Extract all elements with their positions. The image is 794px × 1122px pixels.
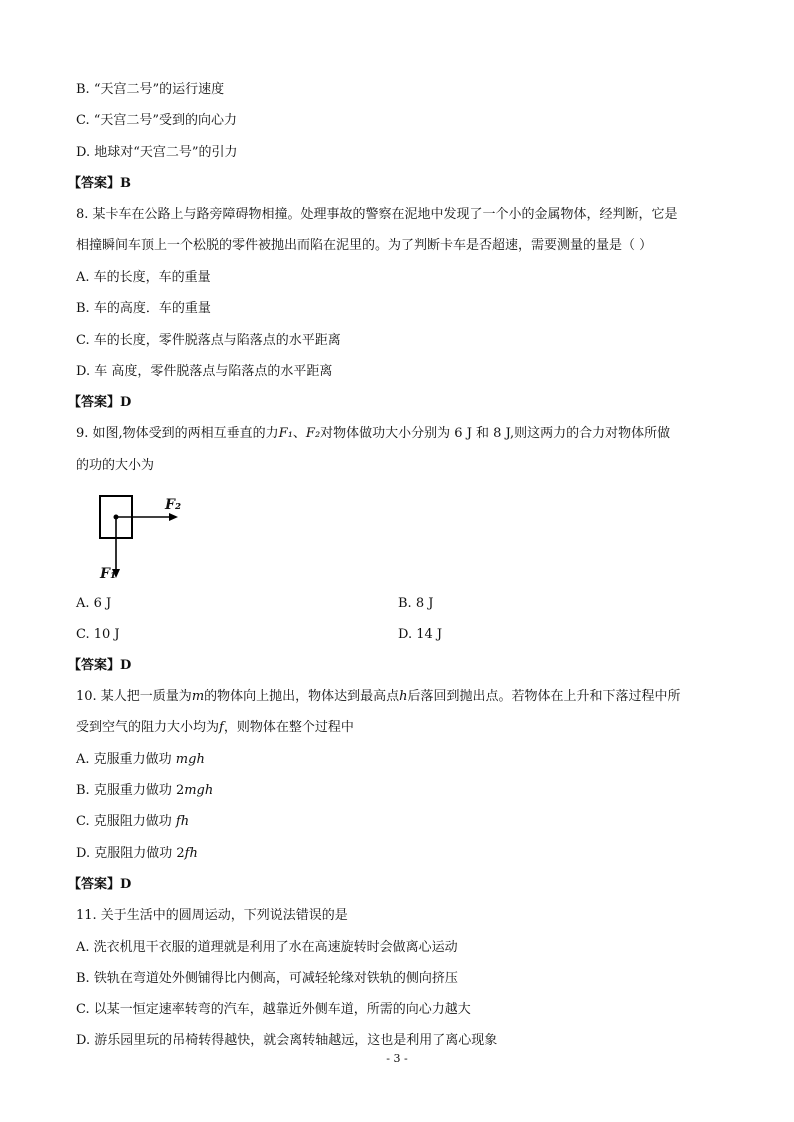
q9-stem-line1 — [76, 425, 670, 443]
answer-label: 【答案】 — [68, 176, 121, 191]
page-number: - 3 - — [386, 1052, 408, 1065]
q9-stem-part: 9. 如图,物体受到的两相互垂直的力 — [76, 426, 279, 441]
q8-option-a: A. 车的长度，车的重量 — [76, 270, 211, 285]
option-formula: mgh — [184, 783, 214, 798]
q10-answer — [68, 876, 131, 894]
option-text: A. 克服重力做功 — [76, 752, 176, 767]
q11-option-c: C. 以某一恒定速率转弯的汽车，越靠近外侧车道，所需的向心力越大 — [76, 1002, 471, 1017]
q10-stem-part: 后落回到抛出点。若物体在上升和下落过程中所 — [407, 689, 681, 704]
answer-value: B — [120, 176, 132, 191]
q8-option-d: D. 车 高度，零件脱落点与陷落点的水平距离 — [76, 364, 333, 379]
q8-option-c: C. 车的长度，零件脱落点与陷落点的水平距离 — [76, 333, 341, 348]
q10-stem-part: 的物体向上抛出，物体达到最高点 — [204, 689, 400, 704]
q9-option-c: C. 10 J — [76, 627, 120, 642]
q10-h-symbol: h — [399, 689, 408, 704]
option-text: D. 克服阻力做功 2 — [76, 846, 185, 861]
answer-label: 【答案】 — [68, 395, 121, 410]
fig-label-f2: F₂ — [165, 497, 182, 513]
option-text: B. 克服重力做功 2 — [76, 783, 185, 798]
q8-option-b: B. 车的高度．车的重量 — [76, 301, 211, 316]
q10-stem-line2 — [76, 719, 354, 737]
option-formula: mgh — [175, 752, 205, 767]
option-formula: fh — [184, 846, 198, 861]
q10-option-a — [76, 751, 205, 769]
q7-option-d: D. 地球对“天宫二号”的引力 — [76, 145, 238, 160]
q8-stem-line1: 8. 某卡车在公路上与路旁障碍物相撞。处理事故的警察在泥地中发现了一个小的金属物体，经判断，它是 — [76, 207, 678, 222]
q9-option-d: D. 14 J — [398, 627, 443, 642]
q7-option-c: C. “天宫二号”受到的向心力 — [76, 113, 238, 128]
q10-option-b — [76, 782, 213, 800]
q10-stem-part: ，则物体在整个过程中 — [223, 720, 354, 735]
answer-value: D — [120, 877, 132, 892]
option-text: C. 克服阻力做功 — [76, 814, 176, 829]
q9-stem-part: 对物体做功大小分别为 6 J 和 8 J,则这两力的合力对物体所做 — [320, 426, 671, 441]
q7-answer — [68, 175, 131, 193]
q8-stem-line2: 相撞瞬间车顶上一个松脱的零件被抛出而陷在泥里的。为了判断卡车是否超速，需要测量的量是（ ） — [76, 238, 653, 253]
answer-value: D — [120, 658, 132, 673]
q10-stem-line1 — [76, 688, 681, 706]
q11-option-a: A. 洗衣机甩干衣服的道理就是利用了水在高速旋转时会做离心运动 — [76, 940, 458, 955]
q10-stem-part: 10. 某人把一质量为 — [76, 689, 192, 704]
fig-label-f1: F₁ — [100, 566, 117, 582]
q9-answer — [68, 657, 131, 675]
q10-stem-part: 受到空气的阻力大小均为 — [76, 720, 220, 735]
q10-option-d — [76, 845, 198, 863]
q11-option-d: D. 游乐园里玩的吊椅转得越快，就会离转轴越远，这也是利用了离心现象 — [76, 1033, 498, 1048]
q11-stem: 11. 关于生活中的圆周运动，下列说法错误的是 — [76, 908, 348, 923]
q9-option-a: A. 6 J — [76, 596, 112, 611]
q9-option-b: B. 8 J — [398, 596, 434, 611]
f2-arrow-head — [169, 513, 178, 521]
q10-option-c — [76, 813, 189, 831]
q11-option-b: B. 铁轨在弯道处外侧铺得比内侧高，可减轻轮缘对铁轨的侧向挤压 — [76, 971, 458, 986]
q7-option-b: B. “天宫二号”的运行速度 — [76, 82, 225, 97]
q9-sep: 、 — [292, 426, 306, 441]
answer-label: 【答案】 — [68, 658, 121, 673]
q10-m-symbol: m — [191, 689, 205, 704]
answer-value: D — [120, 395, 132, 410]
answer-label: 【答案】 — [68, 877, 121, 892]
q9-f1-symbol: F₁ — [278, 426, 293, 441]
q8-answer — [68, 394, 131, 412]
q9-f2-symbol: F₂ — [305, 426, 321, 441]
q10-f-symbol: f — [219, 720, 224, 735]
option-formula: fh — [175, 814, 190, 829]
q9-stem-line2: 的功的大小为 — [76, 458, 155, 473]
